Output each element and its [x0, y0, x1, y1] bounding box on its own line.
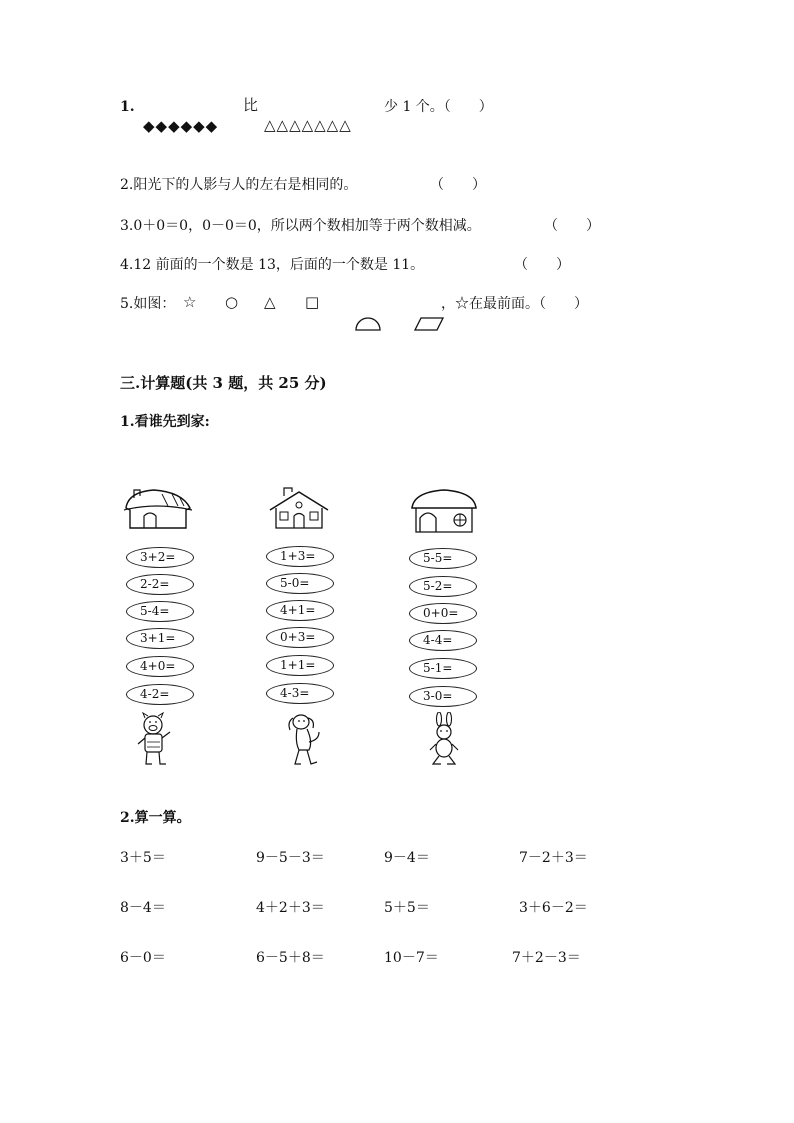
equation-oval[interactable]: 4-2= [126, 684, 194, 705]
calc2-title: 2.算一算。 [120, 810, 191, 826]
calc2-item[interactable]: 6－5＋8＝ [256, 950, 325, 966]
calc2-item[interactable]: 10－7＝ [384, 950, 439, 966]
calc2-item[interactable]: 5＋5＝ [384, 900, 430, 916]
rabbit-icon [425, 712, 465, 768]
parallelogram-icon [414, 317, 444, 331]
calc2-item[interactable]: 9－5－3＝ [256, 850, 325, 866]
house-icon [120, 486, 194, 532]
q1-triangles: △△△△△△△ [264, 116, 352, 134]
calc2-item[interactable]: 3＋6－2＝ [519, 900, 588, 916]
equation-oval[interactable]: 1+3= [266, 546, 334, 567]
calc2-item[interactable]: 3＋5＝ [120, 850, 166, 866]
calc2-item[interactable]: 7＋2－3＝ [512, 950, 581, 966]
judgment-3-bracket[interactable]: （ ） [544, 218, 600, 234]
equation-oval[interactable]: 5-4= [126, 601, 194, 622]
equation-oval[interactable]: 4+1= [266, 600, 334, 621]
equation-oval[interactable]: 2-2= [126, 574, 194, 595]
calc1-title: 1.看谁先到家: [120, 414, 210, 430]
equation-oval[interactable]: 4-3= [266, 683, 334, 704]
house-icon [408, 486, 480, 536]
judgment-3-text: 3.0＋0＝0，0－0＝0，所以两个数相加等于两个数相减。 [120, 218, 481, 234]
equation-oval[interactable]: 3+1= [126, 628, 194, 649]
calc2-item[interactable]: 7－2＋3＝ [519, 850, 588, 866]
pig-icon [134, 712, 174, 768]
star-icon: ☆ [183, 293, 198, 311]
equation-oval[interactable]: 3+2= [126, 547, 194, 568]
triangle-icon: △ [264, 293, 277, 311]
q1-number: 1. [120, 99, 135, 115]
equation-oval[interactable]: 5-2= [409, 576, 477, 597]
equation-oval[interactable]: 5-1= [409, 658, 477, 679]
section-title: 三.计算题(共 3 题，共 25 分) [120, 374, 327, 392]
dog-icon [285, 712, 325, 768]
q1-tail: 少 1 个。（ ） [384, 99, 493, 115]
calc2-item[interactable]: 4＋2＋3＝ [256, 900, 325, 916]
square-icon: □ [305, 293, 321, 311]
judgment-2-bracket[interactable]: （ ） [430, 177, 486, 193]
equation-oval[interactable]: 0+3= [266, 627, 334, 648]
circle-icon: ○ [225, 293, 240, 311]
equation-oval[interactable]: 4+0= [126, 656, 194, 677]
equation-oval[interactable]: 5-0= [266, 573, 334, 594]
equation-oval[interactable]: 5-5= [409, 548, 477, 569]
calc2-item[interactable]: 9－4＝ [384, 850, 430, 866]
equation-oval[interactable]: 4-4= [409, 630, 477, 651]
house-icon [266, 486, 332, 532]
semicircle-icon [354, 316, 382, 332]
q1-diamonds: ◆◆◆◆◆◆ [143, 117, 219, 135]
equation-oval[interactable]: 3-0= [409, 686, 477, 707]
equation-oval[interactable]: 0+0= [409, 603, 477, 624]
q5-tail: ，☆在最前面。（ ） [441, 296, 588, 312]
calc2-item[interactable]: 6－0＝ [120, 950, 166, 966]
q5-label: 5.如图： [120, 296, 176, 312]
judgment-4-text: 4.12 前面的一个数是 13，后面的一个数是 11。 [120, 257, 425, 273]
judgment-4-bracket[interactable]: （ ） [514, 257, 570, 273]
equation-oval[interactable]: 1+1= [266, 655, 334, 676]
judgment-2-text: 2.阳光下的人影与人的左右是相同的。 [120, 177, 358, 193]
calc2-item[interactable]: 8－4＝ [120, 900, 166, 916]
q1-compare-word: 比 [243, 96, 259, 114]
